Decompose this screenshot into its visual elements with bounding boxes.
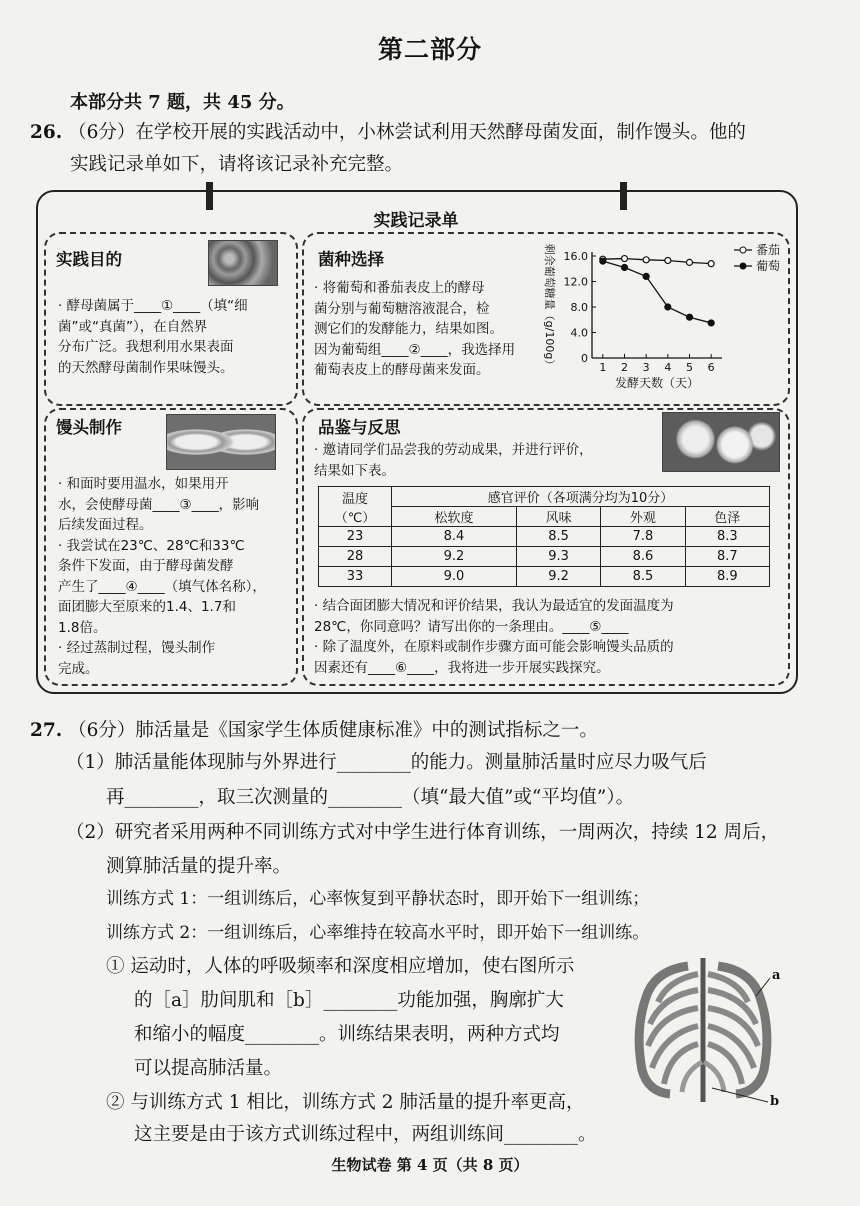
temp-header-label: 温度 <box>341 491 368 507</box>
x-tick-label: 1 <box>599 361 607 374</box>
legend-label: 番茄 <box>756 243 781 257</box>
making-line: 条件下发面，由于酵母菌发酵 <box>58 558 234 574</box>
data-point <box>665 257 671 263</box>
col-header: 风味 <box>516 507 600 527</box>
x-axis-label: 发酵天数（天） <box>614 376 700 390</box>
series-line-1 <box>603 261 711 323</box>
sensory-table <box>318 486 770 587</box>
table-cell: 23 <box>319 527 392 547</box>
reflect-text-top <box>314 440 593 481</box>
label-b: b <box>770 1094 780 1109</box>
y-axis-label: 剩余葡萄糖量（g/100g） <box>543 243 556 371</box>
part-intro: 本部分共 7 题，共 45 分。 <box>70 92 295 113</box>
q26-number: 26. <box>30 122 63 143</box>
x-tick-label: 6 <box>707 361 715 374</box>
making-line: 产生了____④____（填气体名称）， <box>58 578 266 595</box>
x-tick-label: 4 <box>664 361 672 374</box>
table-cell: 9.2 <box>392 547 517 567</box>
data-point <box>600 258 606 264</box>
q27-s1c: 和缩小的幅度________。训练结果表明，两种方式均 <box>134 1024 560 1045</box>
y-tick-label: 12.0 <box>563 275 588 289</box>
q26-line1 <box>30 118 746 148</box>
steamed-bun-photo <box>662 412 780 472</box>
data-point <box>665 304 671 310</box>
table-cell: 8.7 <box>685 547 769 567</box>
q26-line2: 实践记录单如下，请将该记录补充完整。 <box>70 154 404 175</box>
making-line: 面团膨大至原来的1.4、1.7和 <box>58 599 236 615</box>
purpose-line: 分布广泛。我想利用水果表面 <box>58 339 234 355</box>
x-tick-label: 3 <box>642 361 650 374</box>
reflect-line: 因素还有____⑥____，我将进一步开展实践探究。 <box>314 659 610 676</box>
table-cell: 8.9 <box>685 567 769 587</box>
legend-marker <box>740 263 746 269</box>
q27-p1b: 再________，取三次测量的________（填“最大值”或“平均值”）。 <box>106 787 635 808</box>
table-cell: 8.5 <box>601 567 685 587</box>
temp-header-unit: （℃） <box>334 510 376 526</box>
purpose-line: 菌”或“真菌”），在自然界 <box>58 318 208 335</box>
glucose-chart <box>534 236 784 398</box>
q27-p2b: 测算肺活量的提升率。 <box>106 856 292 877</box>
strain-text <box>314 278 515 381</box>
q27-s1a: ① 运动时，人体的呼吸频率和深度相应增加，使右图所示 <box>106 956 575 977</box>
series-line-0 <box>603 259 711 264</box>
q27-method2: 训练方式 2：一组训练后，心率维持在较高水平时，即开始下一组训练。 <box>106 923 650 943</box>
strain-line: 测它们的发酵能力，结果如图。 <box>314 321 503 337</box>
q27-p2a: （2）研究者采用两种不同训练方式对中学生进行体育训练，一周两次，持续 12 周后， <box>66 822 780 843</box>
legend-label: 葡萄 <box>756 259 781 273</box>
q27-s2a: ② 与训练方式 1 相比，训练方式 2 肺活量的提升率更高， <box>106 1092 585 1113</box>
making-text <box>58 474 266 679</box>
making-line: 后续发面过程。 <box>58 517 153 533</box>
y-tick-label: 16.0 <box>563 250 588 263</box>
q26-stem: （6分）在学校开展的实践活动中，小林尝试利用天然酵母菌发面，制作馒头。他的 <box>68 122 746 143</box>
data-point <box>687 259 693 265</box>
ribcage-illustration <box>618 952 788 1112</box>
data-point <box>643 273 649 279</box>
record-title: 实践记录单 <box>373 211 459 231</box>
q27-s1b: 的［a］肋间肌和［b］________功能加强，胸廓扩大 <box>134 990 564 1011</box>
q27-p1a: （1）肺活量能体现肺与外界进行________的能力。测量肺活量时应尽力吸气后 <box>66 752 707 773</box>
q27-method1: 训练方式 1：一组训练后，心率恢复到平静状态时，即开始下一组训练； <box>106 889 650 909</box>
making-title: 馒头制作 <box>56 418 122 437</box>
table-cell: 33 <box>319 567 392 587</box>
table-cell: 8.3 <box>685 527 769 547</box>
x-tick-label: 5 <box>686 361 693 374</box>
col-header: 松软度 <box>392 507 517 527</box>
yeast-photo <box>208 240 278 286</box>
legend-marker <box>740 247 746 253</box>
table-row <box>319 567 770 587</box>
reflect-line: 28℃，你同意吗？请写出你的一条理由。____⑤____ <box>314 618 629 635</box>
y-tick-label: 4.0 <box>570 326 588 340</box>
table-cell: 9.0 <box>392 567 517 587</box>
reflect-line: · 邀请同学们品尝我的劳动成果，并进行评价， <box>314 442 593 458</box>
data-point <box>622 256 628 262</box>
strain-line: 因为葡萄组____②____，我选择用 <box>314 341 516 358</box>
table-cell: 9.2 <box>516 567 600 587</box>
table-cell: 8.4 <box>392 527 517 547</box>
strain-title: 菌种选择 <box>318 250 384 269</box>
q27-stem: （6分）肺活量是《国家学生体质健康标准》中的测试指标之一。 <box>68 720 598 741</box>
table-cell: 8.6 <box>601 547 685 567</box>
table-cell: 28 <box>319 547 392 567</box>
table-cell: 9.3 <box>516 547 600 567</box>
making-line: 完成。 <box>58 660 99 677</box>
strain-line: · 将葡萄和番茄表皮上的酵母 <box>314 280 485 296</box>
data-point <box>622 264 628 270</box>
q27-line1 <box>30 716 598 746</box>
reflect-text-bottom <box>314 596 674 678</box>
col-header: 外观 <box>601 507 685 527</box>
data-point <box>687 314 693 320</box>
data-point <box>643 257 649 263</box>
strain-line: 菌分别与葡萄糖溶液混合，检 <box>314 300 490 317</box>
y-tick-label: 0 <box>581 352 588 365</box>
table-cell: 8.5 <box>516 527 600 547</box>
q27-number: 27. <box>30 720 63 741</box>
making-line: 水，会使酵母菌____③____，影响 <box>58 496 260 513</box>
x-tick-label: 2 <box>621 361 628 374</box>
y-tick-label: 8.0 <box>570 301 588 314</box>
table-cell: 7.8 <box>601 527 685 547</box>
making-line: · 我尝试在23℃、28℃和33℃ <box>58 537 245 554</box>
purpose-title: 实践目的 <box>56 250 122 269</box>
reflect-line: · 结合面团膨大情况和评价结果，我认为最适宜的发面温度为 <box>314 598 674 614</box>
data-point <box>708 320 714 326</box>
data-point <box>708 261 714 267</box>
reflect-title: 品鉴与反思 <box>318 418 401 437</box>
making-line: · 和面时要用温水，如果用开 <box>58 476 229 492</box>
q27-s1d: 可以提高肺活量。 <box>134 1058 283 1079</box>
making-line: · 经过蒸制过程，馒头制作 <box>58 640 216 656</box>
q27-s2b: 这主要是由于该方式训练过程中，两组训练间________。 <box>134 1124 597 1145</box>
purpose-line: · 酵母菌属于____①____（填“细 <box>58 298 248 314</box>
reflect-line: · 除了温度外，在原料或制作步骤方面可能会影响馒头品质的 <box>314 639 674 655</box>
strain-line: 葡萄表皮上的酵母菌来发面。 <box>314 362 490 378</box>
table-row <box>319 527 770 547</box>
reflect-line: 结果如下表。 <box>314 462 395 479</box>
making-line: 1.8倍。 <box>58 619 107 636</box>
page-footer: 生物试卷 第 4 页（共 8 页） <box>331 1156 529 1174</box>
purpose-text <box>58 296 248 378</box>
part-title: 第二部分 <box>377 35 482 64</box>
dough-photo <box>166 414 276 470</box>
purpose-line: 的天然酵母菌制作果味馒头。 <box>58 359 234 376</box>
sensory-group-header: 感官评价（各项满分均为10分） <box>392 487 770 507</box>
temp-header <box>319 487 392 527</box>
col-header: 色泽 <box>685 507 769 527</box>
label-a: a <box>772 968 781 983</box>
table-row <box>319 547 770 567</box>
